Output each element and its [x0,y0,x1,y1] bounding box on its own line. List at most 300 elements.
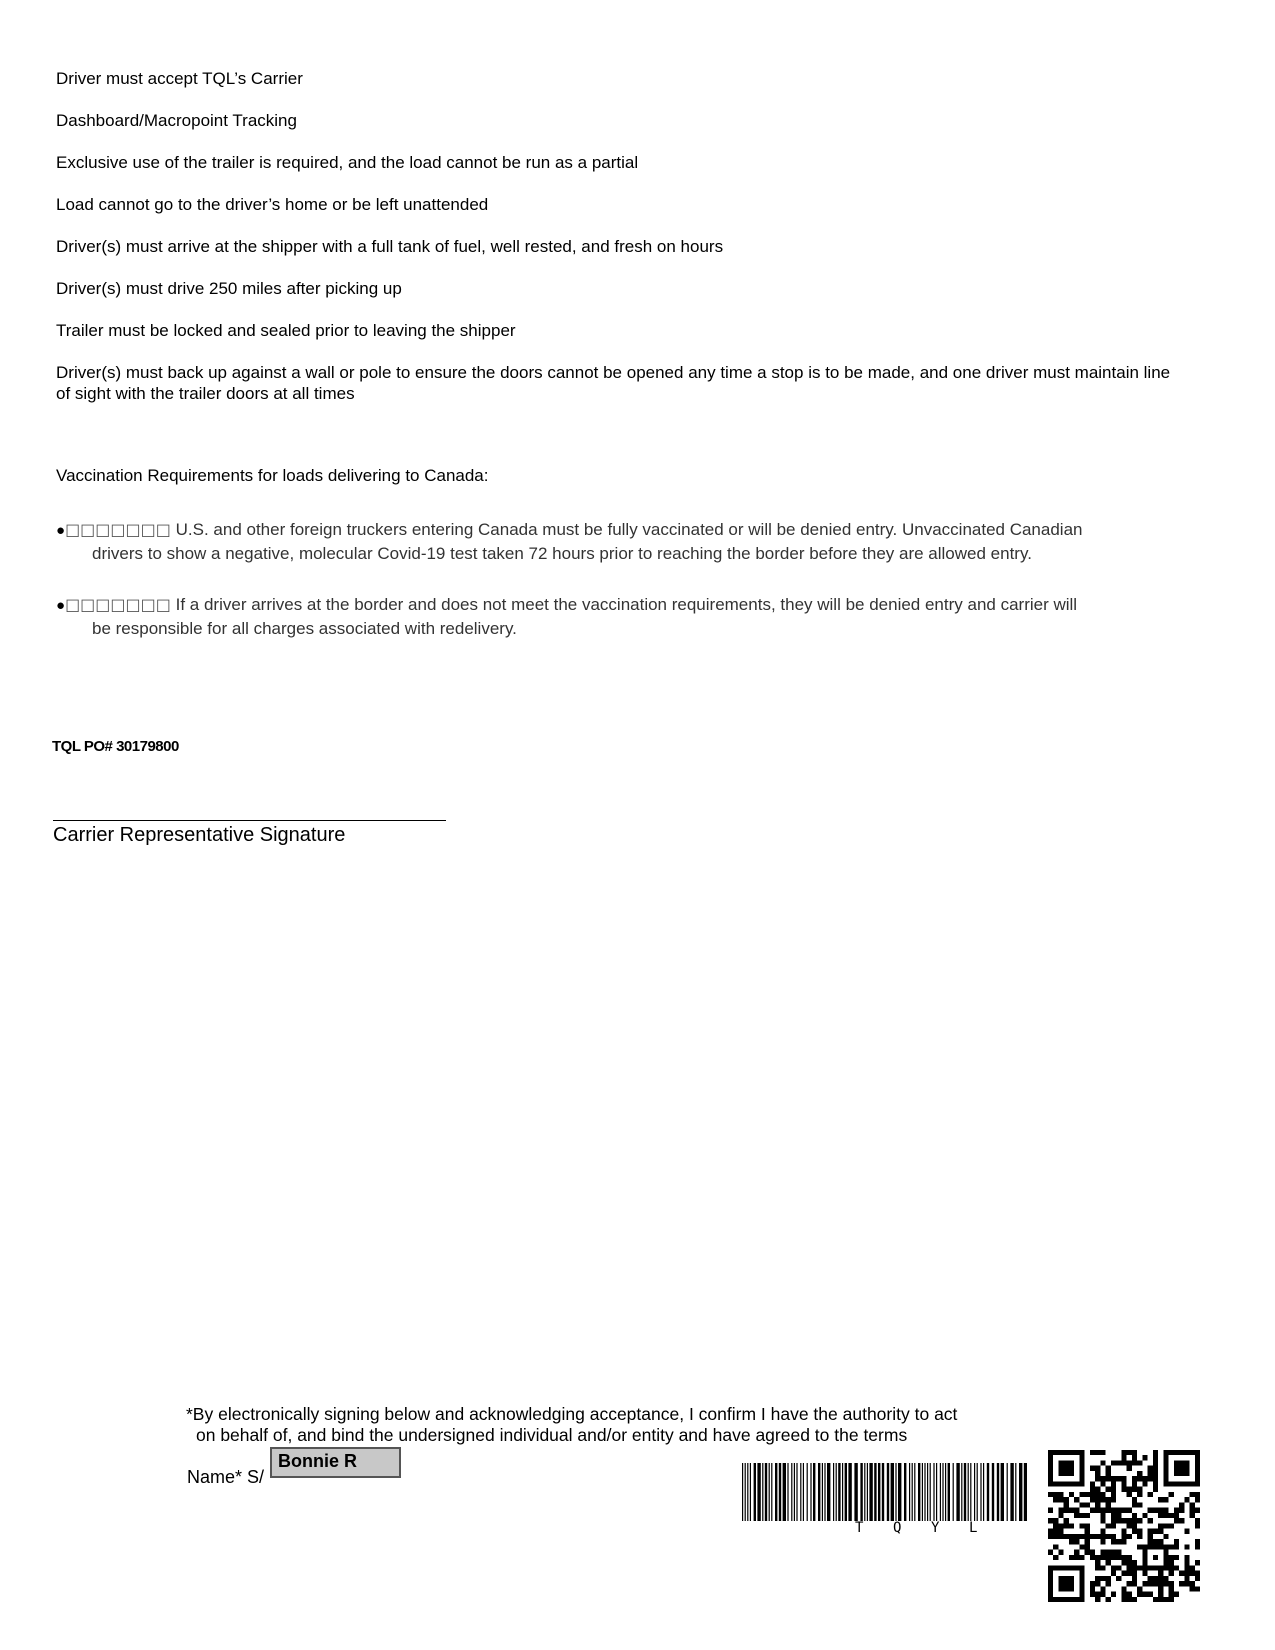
qr-module [1116,1476,1121,1481]
qr-module [1121,1592,1126,1597]
qr-module [1058,1460,1063,1465]
barcode-bar [745,1463,746,1521]
qr-module [1048,1529,1053,1534]
qr-module [1153,1466,1158,1471]
qr-module [1111,1571,1116,1576]
qr-module [1153,1529,1158,1534]
qr-module [1053,1523,1058,1528]
qr-module [1169,1560,1174,1565]
qr-module [1121,1487,1126,1492]
qr-module [1100,1508,1105,1513]
qr-module [1111,1492,1116,1497]
signature-line[interactable] [53,820,446,821]
qr-module [1106,1466,1111,1471]
qr-module [1095,1560,1100,1565]
qr-module [1179,1518,1184,1523]
qr-module [1116,1513,1121,1518]
barcode-bar [754,1463,756,1521]
qr-module [1174,1544,1179,1549]
qr-module [1100,1592,1105,1597]
qr-module [1184,1555,1189,1560]
qr-module [1069,1481,1074,1486]
bullet-text-line2: drivers to show a negative, molecular Covid-19 test taken 72 hours prior to reaching the border before they are allowed entry. [92,544,1032,563]
qr-module [1064,1460,1069,1465]
barcode-bar [762,1463,763,1521]
qr-module [1111,1508,1116,1513]
qr-module [1163,1497,1168,1502]
qr-module [1121,1539,1126,1544]
qr-module [1190,1586,1195,1591]
qr-module [1111,1534,1116,1539]
qr-module [1095,1476,1100,1481]
qr-module [1121,1586,1126,1591]
qr-module [1111,1523,1116,1528]
barcode-bar [936,1463,937,1521]
barcode-bar [1019,1463,1022,1521]
name-field[interactable]: Bonnie R [270,1447,401,1478]
qr-module [1095,1581,1100,1586]
qr-module [1163,1544,1168,1549]
qr-module [1079,1555,1084,1560]
qr-module [1090,1450,1095,1455]
qr-module [1132,1576,1137,1581]
qr-module [1137,1487,1142,1492]
qr-module [1158,1544,1163,1549]
barcode-bar [824,1463,825,1521]
qr-module [1079,1460,1084,1465]
qr-module [1100,1481,1105,1486]
qr-module [1100,1529,1105,1534]
barcode-bar [779,1463,781,1521]
qr-module [1153,1581,1158,1586]
barcode-bar [791,1463,792,1521]
qr-module [1053,1544,1058,1549]
qr-module [1090,1492,1095,1497]
barcode-bar [787,1463,788,1521]
qr-module [1132,1502,1137,1507]
barcode-bar [895,1463,896,1521]
qr-module [1184,1560,1189,1565]
qr-module [1142,1455,1147,1460]
qr-module [1111,1460,1116,1465]
qr-module [1095,1466,1100,1471]
qr-module [1158,1508,1163,1513]
name-label: Name* S/ [187,1467,265,1487]
qr-module [1142,1544,1147,1549]
qr-module [1184,1529,1189,1534]
qr-module [1069,1576,1074,1581]
qr-module [1190,1581,1195,1586]
qr-module [1195,1508,1200,1513]
barcode-bar [924,1463,925,1521]
requirement-5: Driver(s) must arrive at the shipper with a full tank of fuel, well rested, and fresh on hours [56,237,724,256]
barcode-bar [1015,1463,1016,1521]
barcode-bar [818,1463,820,1521]
qr-module [1158,1523,1163,1528]
qr-module [1095,1592,1100,1597]
qr-module [1058,1492,1063,1497]
qr-module [1148,1471,1153,1476]
consent-text [186,1404,1046,1446]
qr-module [1111,1476,1116,1481]
qr-module [1137,1529,1142,1534]
qr-module [1106,1508,1111,1513]
qr-module [1142,1581,1147,1586]
qr-module [1179,1581,1184,1586]
barcode-bar [794,1463,795,1521]
barcode-bar [747,1463,748,1521]
qr-module [1169,1581,1174,1586]
qr-module [1127,1565,1132,1570]
qr-module [1085,1539,1090,1544]
barcode-bar [854,1463,857,1521]
qr-module [1142,1565,1147,1570]
qr-module [1053,1565,1058,1570]
qr-module [1116,1565,1121,1570]
barcode-text [742,1520,1027,1538]
qr-module [1090,1466,1095,1471]
requirement-8: Driver(s) must back up against a wall or pole to ensure the doors cannot be opened any time a stop is to be made, and one driver must maintain line of sight with the trailer doors at all times [56,363,1171,403]
qr-module [1142,1476,1147,1481]
qr-module [1074,1497,1079,1502]
barcode-bar [987,1463,989,1521]
qr-module [1074,1508,1079,1513]
qr-module [1100,1513,1105,1518]
qr-module [1179,1460,1184,1465]
qr-module [1174,1481,1179,1486]
qr-module [1095,1508,1100,1513]
barcode-bar [842,1463,843,1521]
requirement-4: Load cannot go to the driver’s home or be left unattended [56,195,489,214]
qr-module [1064,1534,1069,1539]
qr-module [1179,1502,1184,1507]
qr-module [1095,1471,1100,1476]
qr-module [1132,1476,1137,1481]
qr-module [1058,1586,1063,1591]
qr-module [1048,1586,1053,1591]
qr-module [1132,1481,1137,1486]
qr-module [1064,1481,1069,1486]
bullet-text-line2: be responsible for all charges associated with redelivery. [92,619,517,638]
qr-module [1174,1565,1179,1570]
qr-module [1195,1576,1200,1581]
qr-module [1095,1497,1100,1502]
qr-module [1100,1518,1105,1523]
qr-module [1058,1450,1063,1455]
qr-module [1163,1555,1168,1560]
qr-module [1048,1571,1053,1576]
barcode-bar [750,1463,751,1521]
qr-module [1137,1492,1142,1497]
barcode-bar [848,1463,851,1521]
qr-module [1048,1576,1053,1581]
qr-module [1058,1581,1063,1586]
qr-module [1153,1539,1158,1544]
qr-module [1048,1455,1053,1460]
qr-module [1121,1534,1126,1539]
barcode-bar [836,1463,837,1521]
qr-module [1079,1576,1084,1581]
qr-module [1137,1565,1142,1570]
qr-module [1142,1555,1147,1560]
qr-module [1158,1529,1163,1534]
qr-module [1127,1571,1132,1576]
qr-module [1153,1576,1158,1581]
qr-module [1090,1581,1095,1586]
qr-module [1111,1592,1116,1597]
qr-module [1058,1550,1063,1555]
barcode-bar [970,1463,971,1521]
qr-module [1127,1581,1132,1586]
qr-module [1127,1492,1132,1497]
barcode-bar [933,1463,934,1521]
qr-module [1079,1581,1084,1586]
qr-module [1095,1565,1100,1570]
barcode-bar [940,1463,941,1521]
qr-module [1195,1471,1200,1476]
qr-module [1137,1592,1142,1597]
qr-module [1184,1471,1189,1476]
box-glyphs: □□□□□□□ [65,520,171,539]
qr-module [1079,1513,1084,1518]
qr-module [1148,1539,1153,1544]
qr-module [1069,1597,1074,1602]
barcode-bar [771,1463,772,1521]
qr-module [1121,1450,1126,1455]
qr-module [1142,1560,1147,1565]
qr-module [1074,1534,1079,1539]
qr-module [1079,1534,1084,1539]
qr-module [1111,1481,1116,1486]
qr-module [1195,1518,1200,1523]
qr-module [1064,1502,1069,1507]
qr-module [1127,1466,1132,1471]
qr-module [1048,1471,1053,1476]
qr-module [1127,1523,1132,1528]
qr-module [1153,1455,1158,1460]
barcode-bar [918,1463,920,1521]
qr-module [1079,1571,1084,1576]
qr-module [1153,1460,1158,1465]
qr-module [1053,1534,1058,1539]
qr-module [1085,1550,1090,1555]
qr-module [1079,1476,1084,1481]
qr-module [1064,1508,1069,1513]
qr-module [1106,1581,1111,1586]
qr-module [1184,1466,1189,1471]
qr-module [1127,1518,1132,1523]
qr-module [1116,1539,1121,1544]
qr-module [1169,1513,1174,1518]
qr-module [1132,1450,1137,1455]
qr-module [1179,1508,1184,1513]
qr-module [1179,1571,1184,1576]
qr-module [1121,1560,1126,1565]
qr-module [1111,1550,1116,1555]
qr-module [1127,1534,1132,1539]
qr-module [1163,1550,1168,1555]
barcode-bar [757,1463,760,1521]
qr-module [1142,1550,1147,1555]
qr-module [1053,1492,1058,1497]
qr-module [1085,1544,1090,1549]
qr-module [1127,1508,1132,1513]
qr-module [1148,1565,1153,1570]
qr-module [1163,1466,1168,1471]
qr-module [1184,1497,1189,1502]
qr-module [1195,1560,1200,1565]
qr-module [1053,1481,1058,1486]
qr-module [1095,1487,1100,1492]
barcode-bar [810,1463,811,1521]
qr-module [1169,1571,1174,1576]
qr-module [1148,1518,1153,1523]
box-glyphs: □□□□□□□ [65,595,171,614]
qr-module [1132,1523,1137,1528]
qr-module [1195,1460,1200,1465]
qr-module [1058,1471,1063,1476]
barcode-bar [909,1463,910,1521]
qr-module [1106,1534,1111,1539]
qr-module [1069,1523,1074,1528]
barcode-bar [945,1463,946,1521]
barcode-bar [775,1463,777,1521]
qr-module [1048,1508,1053,1513]
barcode-bar [942,1463,943,1521]
qr-module [1148,1534,1153,1539]
qr-module [1148,1592,1153,1597]
qr-module [1111,1555,1116,1560]
qr-module [1163,1534,1168,1539]
qr-module [1195,1481,1200,1486]
qr-module [1153,1471,1158,1476]
qr-module [1090,1481,1095,1486]
qr-module [1079,1466,1084,1471]
qr-module [1048,1534,1053,1539]
barcode-bar [864,1463,865,1521]
qr-module [1148,1581,1153,1586]
qr-module [1121,1460,1126,1465]
qr-module [1179,1481,1184,1486]
qr-module [1079,1523,1084,1528]
qr-module [1048,1550,1053,1555]
po-number: TQL PO# 30179800 [52,738,179,755]
barcode-bar [997,1463,999,1521]
qr-module [1085,1523,1090,1528]
qr-module [1069,1534,1074,1539]
barcode-bar [922,1463,923,1521]
qr-module [1153,1597,1158,1602]
qr-module [1048,1581,1053,1586]
qr-module [1048,1518,1053,1523]
qr-module [1106,1497,1111,1502]
qr-module [1174,1508,1179,1513]
qr-module [1153,1555,1158,1560]
qr-module [1069,1471,1074,1476]
qr-module [1174,1513,1179,1518]
qr-module [1074,1555,1079,1560]
qr-module [1111,1565,1116,1570]
barcode-bar [874,1463,876,1521]
qr-module [1148,1466,1153,1471]
qr-module [1169,1450,1174,1455]
vaccination-bullet-2 [56,593,1196,640]
qr-module [1163,1455,1168,1460]
qr-module [1195,1497,1200,1502]
qr-module [1195,1466,1200,1471]
qr-module [1137,1544,1142,1549]
qr-module [1116,1460,1121,1465]
qr-module [1069,1450,1074,1455]
vaccination-heading: Vaccination Requirements for loads delivering to Canada: [56,466,489,485]
qr-module [1169,1565,1174,1570]
qr-module [1132,1560,1137,1565]
qr-module [1163,1450,1168,1455]
qr-module [1058,1508,1063,1513]
requirement-1: Driver must accept TQL’s Carrier [56,69,303,88]
qr-module [1127,1487,1132,1492]
qr-module [1169,1544,1174,1549]
qr-module [1090,1555,1095,1560]
qr-module [1184,1576,1189,1581]
qr-module [1158,1571,1163,1576]
qr-module [1053,1597,1058,1602]
qr-module [1074,1450,1079,1455]
qr-module [1048,1476,1053,1481]
qr-module [1064,1586,1069,1591]
qr-module [1058,1497,1063,1502]
qr-module [1079,1592,1084,1597]
qr-module [1090,1497,1095,1502]
qr-module [1163,1523,1168,1528]
qr-module [1090,1534,1095,1539]
qr-module [1079,1502,1084,1507]
qr-module [1100,1492,1105,1497]
qr-module [1074,1550,1079,1555]
qr-module [1121,1481,1126,1486]
qr-module [1106,1576,1111,1581]
qr-module [1079,1455,1084,1460]
qr-module [1158,1576,1163,1581]
barcode-bar [898,1463,901,1521]
qr-module [1090,1508,1095,1513]
barcode-bar [930,1463,931,1521]
qr-module [1158,1586,1163,1591]
qr-module [1058,1597,1063,1602]
barcode-bar [1024,1463,1027,1521]
qr-module [1095,1492,1100,1497]
qr-module [1100,1539,1105,1544]
qr-module [1132,1487,1137,1492]
qr-module [1053,1450,1058,1455]
qr-module [1137,1586,1142,1591]
qr-module [1048,1481,1053,1486]
qr-module [1127,1592,1132,1597]
barcode-bar [882,1463,884,1521]
barcode-bar [948,1463,950,1521]
qr-module [1190,1508,1195,1513]
qr-module [1121,1508,1126,1513]
qr-module [1058,1513,1063,1518]
qr-module [1090,1550,1095,1555]
qr-module [1116,1576,1121,1581]
qr-module [1195,1523,1200,1528]
qr-module [1064,1471,1069,1476]
qr-module [1163,1476,1168,1481]
qr-module [1163,1565,1168,1570]
qr-module [1079,1597,1084,1602]
qr-module [1074,1539,1079,1544]
